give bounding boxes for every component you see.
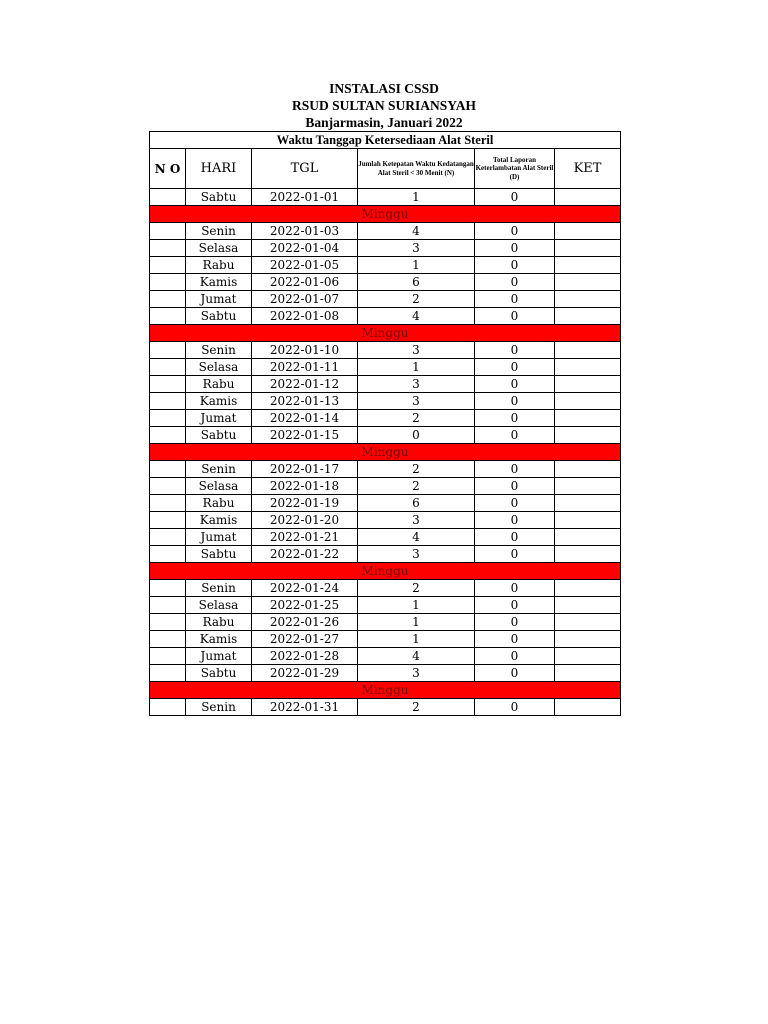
- cell-n: 4: [358, 223, 475, 240]
- cell-hari: Kamis: [186, 274, 252, 291]
- cell-tgl: 2022-01-05: [252, 257, 358, 274]
- table-row: [150, 410, 621, 427]
- cell-no: [150, 580, 186, 597]
- table-row: [150, 665, 621, 682]
- cell-tgl: 2022-01-17: [252, 461, 358, 478]
- cell-tgl: 2022-01-13: [252, 393, 358, 410]
- table-row: [150, 631, 621, 648]
- cell-ket: [555, 495, 621, 512]
- cell-n: 1: [358, 189, 475, 206]
- cell-hari: Senin: [186, 461, 252, 478]
- cell-tgl: 2022-01-28: [252, 648, 358, 665]
- cell-hari: Selasa: [186, 359, 252, 376]
- cell-d: 0: [475, 342, 555, 359]
- cell-n: 3: [358, 512, 475, 529]
- cell-ket: [555, 342, 621, 359]
- cell-hari: Jumat: [186, 648, 252, 665]
- cell-d: 0: [475, 308, 555, 325]
- table-row: [150, 291, 621, 308]
- cell-tgl: 2022-01-10: [252, 342, 358, 359]
- cell-tgl: 2022-01-08: [252, 308, 358, 325]
- cell-no: [150, 240, 186, 257]
- table-row: [150, 257, 621, 274]
- cell-d: 0: [475, 597, 555, 614]
- cell-no: [150, 393, 186, 410]
- cell-n: 2: [358, 580, 475, 597]
- table-row: [150, 495, 621, 512]
- cell-hari: Sabtu: [186, 308, 252, 325]
- cell-hari: Kamis: [186, 393, 252, 410]
- cell-d: 0: [475, 631, 555, 648]
- cell-hari: Kamis: [186, 512, 252, 529]
- sunday-label: Minggu: [150, 206, 621, 223]
- sunday-label: Minggu: [150, 325, 621, 342]
- cell-n: 2: [358, 461, 475, 478]
- cell-hari: Jumat: [186, 529, 252, 546]
- table-caption: Waktu Tanggap Ketersediaan Alat Steril: [150, 132, 621, 149]
- cell-tgl: 2022-01-01: [252, 189, 358, 206]
- cell-ket: [555, 512, 621, 529]
- cell-no: [150, 308, 186, 325]
- column-header-ket: KET: [555, 149, 621, 189]
- cell-tgl: 2022-01-29: [252, 665, 358, 682]
- cell-n: 1: [358, 614, 475, 631]
- cell-ket: [555, 410, 621, 427]
- cell-ket: [555, 223, 621, 240]
- cell-no: [150, 359, 186, 376]
- cell-d: 0: [475, 546, 555, 563]
- response-time-table: [149, 131, 621, 716]
- table-header-row: [150, 149, 621, 189]
- table-row: [150, 342, 621, 359]
- table-row: [150, 478, 621, 495]
- cell-hari: Senin: [186, 699, 252, 716]
- cell-tgl: 2022-01-18: [252, 478, 358, 495]
- cell-ket: [555, 291, 621, 308]
- table-row: [150, 308, 621, 325]
- cell-ket: [555, 699, 621, 716]
- cell-n: 1: [358, 631, 475, 648]
- cell-d: 0: [475, 699, 555, 716]
- cell-no: [150, 648, 186, 665]
- cell-no: [150, 546, 186, 563]
- cell-hari: Selasa: [186, 597, 252, 614]
- cell-d: 0: [475, 427, 555, 444]
- table-row: [150, 648, 621, 665]
- cell-hari: Rabu: [186, 376, 252, 393]
- cell-ket: [555, 580, 621, 597]
- cell-tgl: 2022-01-24: [252, 580, 358, 597]
- table-caption-row: [150, 132, 621, 149]
- cell-ket: [555, 274, 621, 291]
- cell-tgl: 2022-01-21: [252, 529, 358, 546]
- cell-hari: Senin: [186, 223, 252, 240]
- cell-d: 0: [475, 461, 555, 478]
- table-row: [150, 240, 621, 257]
- cell-ket: [555, 546, 621, 563]
- cell-d: 0: [475, 648, 555, 665]
- cell-ket: [555, 359, 621, 376]
- table-row: [150, 512, 621, 529]
- cell-no: [150, 257, 186, 274]
- table-row: [150, 393, 621, 410]
- cell-tgl: 2022-01-27: [252, 631, 358, 648]
- cell-n: 1: [358, 359, 475, 376]
- cell-d: 0: [475, 580, 555, 597]
- cell-n: 1: [358, 597, 475, 614]
- cell-n: 3: [358, 665, 475, 682]
- cell-ket: [555, 597, 621, 614]
- cell-hari: Sabtu: [186, 427, 252, 444]
- header-place-date: Banjarmasin, Januari 2022: [305, 115, 463, 130]
- cell-tgl: 2022-01-07: [252, 291, 358, 308]
- cell-n: 6: [358, 495, 475, 512]
- cell-ket: [555, 648, 621, 665]
- cell-no: [150, 529, 186, 546]
- cell-tgl: 2022-01-19: [252, 495, 358, 512]
- sunday-label: Minggu: [150, 682, 621, 699]
- cell-tgl: 2022-01-31: [252, 699, 358, 716]
- table-row: [150, 427, 621, 444]
- cell-ket: [555, 393, 621, 410]
- table-row: [150, 189, 621, 206]
- cell-d: 0: [475, 291, 555, 308]
- cell-ket: [555, 461, 621, 478]
- sunday-row: [150, 325, 621, 342]
- table-row: [150, 580, 621, 597]
- cell-no: [150, 189, 186, 206]
- cell-ket: [555, 257, 621, 274]
- sunday-row: [150, 444, 621, 461]
- cell-n: 6: [358, 274, 475, 291]
- cell-no: [150, 461, 186, 478]
- sunday-label: Minggu: [150, 444, 621, 461]
- cell-n: 3: [358, 240, 475, 257]
- cell-hari: Sabtu: [186, 546, 252, 563]
- cell-tgl: 2022-01-12: [252, 376, 358, 393]
- cell-no: [150, 291, 186, 308]
- cell-d: 0: [475, 512, 555, 529]
- cell-ket: [555, 376, 621, 393]
- cell-no: [150, 376, 186, 393]
- cell-n: 4: [358, 529, 475, 546]
- cell-ket: [555, 614, 621, 631]
- table-row: [150, 223, 621, 240]
- cell-n: 2: [358, 410, 475, 427]
- sunday-row: [150, 563, 621, 580]
- cell-tgl: 2022-01-06: [252, 274, 358, 291]
- cell-ket: [555, 478, 621, 495]
- cell-tgl: 2022-01-25: [252, 597, 358, 614]
- column-header-d: Total Laporan Keterlambatan Alat Steril (D): [475, 149, 555, 189]
- cell-ket: [555, 427, 621, 444]
- table-row: [150, 376, 621, 393]
- cell-no: [150, 274, 186, 291]
- cell-hari: Rabu: [186, 257, 252, 274]
- cell-d: 0: [475, 665, 555, 682]
- table-row: [150, 546, 621, 563]
- table-row: [150, 597, 621, 614]
- cell-n: 3: [358, 546, 475, 563]
- cell-hari: Rabu: [186, 495, 252, 512]
- sunday-row: [150, 682, 621, 699]
- cell-no: [150, 597, 186, 614]
- table-row: [150, 359, 621, 376]
- cell-d: 0: [475, 359, 555, 376]
- cell-no: [150, 699, 186, 716]
- report-header: [0, 80, 768, 131]
- cell-hari: Selasa: [186, 478, 252, 495]
- cell-n: 3: [358, 393, 475, 410]
- cell-ket: [555, 665, 621, 682]
- cell-tgl: 2022-01-26: [252, 614, 358, 631]
- table-row: [150, 529, 621, 546]
- cell-no: [150, 427, 186, 444]
- cell-no: [150, 614, 186, 631]
- cell-ket: [555, 240, 621, 257]
- cell-ket: [555, 529, 621, 546]
- cell-n: 0: [358, 427, 475, 444]
- cell-no: [150, 512, 186, 529]
- cell-tgl: 2022-01-03: [252, 223, 358, 240]
- cell-hari: Senin: [186, 342, 252, 359]
- cell-n: 1: [358, 257, 475, 274]
- cell-tgl: 2022-01-22: [252, 546, 358, 563]
- header-hospital: RSUD SULTAN SURIANSYAH: [291, 98, 477, 113]
- cell-hari: Selasa: [186, 240, 252, 257]
- cell-hari: Jumat: [186, 291, 252, 308]
- cell-d: 0: [475, 189, 555, 206]
- cell-hari: Jumat: [186, 410, 252, 427]
- column-header-hari: HARI: [186, 149, 252, 189]
- cell-tgl: 2022-01-20: [252, 512, 358, 529]
- sunday-row: [150, 206, 621, 223]
- cell-no: [150, 342, 186, 359]
- cell-n: 4: [358, 648, 475, 665]
- cell-d: 0: [475, 614, 555, 631]
- cell-hari: Senin: [186, 580, 252, 597]
- column-header-tgl: TGL: [252, 149, 358, 189]
- cell-n: 2: [358, 699, 475, 716]
- cell-d: 0: [475, 529, 555, 546]
- cell-no: [150, 631, 186, 648]
- cell-n: 4: [358, 308, 475, 325]
- cell-n: 2: [358, 291, 475, 308]
- cell-d: 0: [475, 410, 555, 427]
- cell-ket: [555, 308, 621, 325]
- cell-n: 3: [358, 376, 475, 393]
- cell-tgl: 2022-01-04: [252, 240, 358, 257]
- table-row: [150, 274, 621, 291]
- cell-hari: Sabtu: [186, 665, 252, 682]
- cell-d: 0: [475, 478, 555, 495]
- cell-d: 0: [475, 274, 555, 291]
- cell-d: 0: [475, 257, 555, 274]
- cell-no: [150, 665, 186, 682]
- cell-d: 0: [475, 376, 555, 393]
- column-header-n: Jumlah Ketepatan Waktu Kedatangan Alat Steril < 30 Menit (N): [358, 149, 475, 189]
- cell-d: 0: [475, 223, 555, 240]
- table-row: [150, 461, 621, 478]
- cell-hari: Sabtu: [186, 189, 252, 206]
- cell-tgl: 2022-01-15: [252, 427, 358, 444]
- cell-hari: Kamis: [186, 631, 252, 648]
- header-institution: INSTALASI CSSD: [329, 81, 439, 96]
- cell-ket: [555, 631, 621, 648]
- column-header-no: N O: [150, 149, 186, 189]
- table-body: [150, 189, 621, 716]
- cell-no: [150, 410, 186, 427]
- cell-d: 0: [475, 393, 555, 410]
- sunday-label: Minggu: [150, 563, 621, 580]
- table-row: [150, 699, 621, 716]
- cell-tgl: 2022-01-11: [252, 359, 358, 376]
- cell-n: 3: [358, 342, 475, 359]
- cell-no: [150, 495, 186, 512]
- cell-no: [150, 478, 186, 495]
- cell-tgl: 2022-01-14: [252, 410, 358, 427]
- cell-no: [150, 223, 186, 240]
- cell-hari: Rabu: [186, 614, 252, 631]
- cell-d: 0: [475, 495, 555, 512]
- cell-d: 0: [475, 240, 555, 257]
- cell-n: 2: [358, 478, 475, 495]
- cell-ket: [555, 189, 621, 206]
- table-row: [150, 614, 621, 631]
